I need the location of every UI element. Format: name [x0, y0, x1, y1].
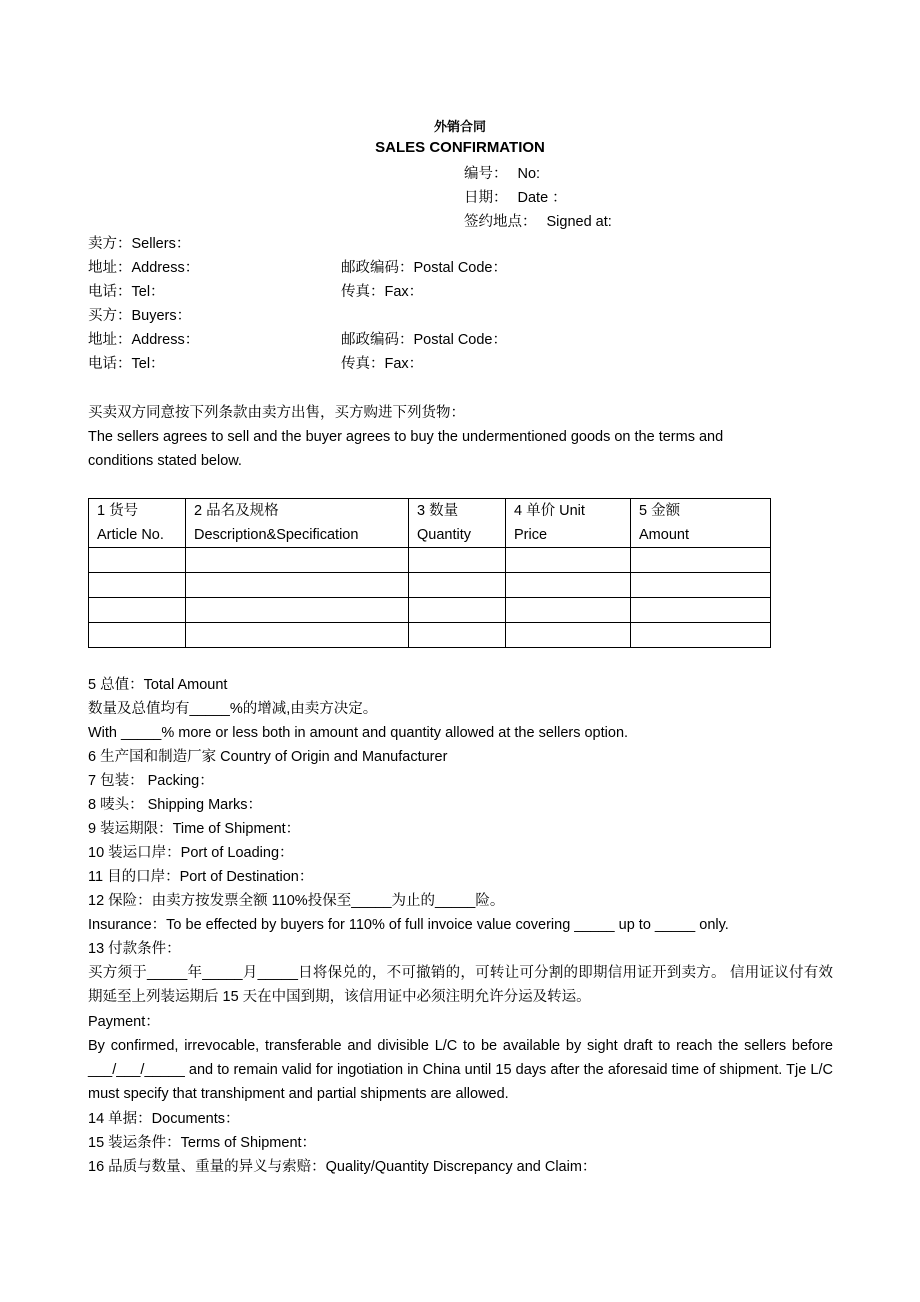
- clause-5-tolerance-en: With _____% more or less both in amount and quantity allowed at the sellers option.: [88, 725, 629, 741]
- header-description: 2 品名及规格 Description&Specification: [186, 499, 409, 548]
- table-cell[interactable]: [506, 548, 631, 573]
- buyers-name: 买方：Buyers：: [88, 308, 192, 324]
- clause-5-tolerance-cn: 数量及总值均有_____%的增减,由卖方决定。: [88, 701, 378, 717]
- table-cell[interactable]: [89, 548, 186, 573]
- table-row: [89, 548, 771, 573]
- sellers-postal-code: 邮政编码：Postal Code：: [341, 260, 507, 276]
- header-article-no: 1 货号 Article No.: [89, 499, 186, 548]
- meta-date: [464, 186, 567, 207]
- meta-date-value: Date ：: [517, 190, 567, 206]
- buyers-address: 地址：Address：: [88, 332, 200, 348]
- clause-15-terms-of-shipment: 15 装运条件：Terms of Shipment：: [88, 1135, 317, 1151]
- clause-7-packing: 7 包装： Packing：: [88, 773, 214, 789]
- meta-number: [464, 162, 540, 183]
- meta-signed-value: Signed at:: [546, 214, 612, 230]
- buyers-fax: 传真：Fax：: [341, 356, 424, 372]
- clause-13-payment-cn: 买方须于_____年_____月_____日将保兑的，不可撤销的，可转让可分割的即期信用证开到卖方。 信用证议付有效期延至上列装运期后 15 天在中国到期，该信用证中必须注明允许分运及转运。: [88, 965, 833, 1005]
- header-quantity: 3 数量 Quantity: [409, 499, 506, 548]
- table-cell[interactable]: [89, 598, 186, 623]
- table-cell[interactable]: [89, 623, 186, 648]
- clause-9-time-of-shipment: 9 装运期限：Time of Shipment：: [88, 821, 301, 837]
- header-unit-price: 4 单价 Unit Price: [506, 499, 631, 548]
- clause-8-shipping-marks: 8 唛头： Shipping Marks：: [88, 797, 263, 813]
- table-row: [89, 598, 771, 623]
- clause-12-insurance-cn: 12 保险：由卖方按发票全额 110%投保至_____为止的_____险。: [88, 893, 505, 909]
- table-cell[interactable]: [409, 598, 506, 623]
- meta-signed-label: 签约地点：: [464, 214, 537, 230]
- sellers-name: 卖方：Sellers：: [88, 236, 191, 252]
- sellers-fax: 传真：Fax：: [341, 284, 424, 300]
- table-cell[interactable]: [631, 623, 771, 648]
- title-chinese: 外销合同: [433, 119, 486, 134]
- clause-13-payment-terms: 13 付款条件：: [88, 941, 181, 957]
- meta-number-label: 编号：: [464, 166, 508, 182]
- clause-14-documents: 14 单据：Documents：: [88, 1111, 240, 1127]
- table-cell[interactable]: [631, 598, 771, 623]
- table-cell[interactable]: [89, 573, 186, 598]
- meta-number-value: No:: [517, 166, 541, 182]
- meta-signed-at: [464, 210, 612, 231]
- table-cell[interactable]: [186, 573, 409, 598]
- clause-12-insurance-en: Insurance：To be effected by buyers for 110% of full invoice value covering _____ up to _____ only.: [88, 917, 729, 933]
- clause-16-claims: 16 品质与数量、重量的异义与索赔：Quality/Quantity Discrepancy and Claim：: [88, 1159, 597, 1175]
- table-cell[interactable]: [506, 623, 631, 648]
- buyers-postal-code: 邮政编码：Postal Code：: [341, 332, 507, 348]
- buyers-tel: 电话：Tel：: [88, 356, 165, 372]
- table-cell[interactable]: [506, 598, 631, 623]
- table-cell[interactable]: [506, 573, 631, 598]
- title-english: SALES CONFIRMATION: [375, 139, 545, 156]
- goods-table-header-row: [89, 499, 771, 548]
- clause-11-port-of-destination: 11 目的口岸：Port of Destination：: [88, 869, 314, 885]
- agreement-chinese: 买卖双方同意按下列条款由卖方出售，买方购进下列货物：: [88, 405, 465, 421]
- table-cell[interactable]: [186, 623, 409, 648]
- goods-table: [88, 498, 771, 648]
- clause-13-payment-label: Payment：: [88, 1014, 160, 1030]
- table-cell[interactable]: [631, 548, 771, 573]
- table-cell[interactable]: [409, 573, 506, 598]
- clause-5-total-amount: 5 总值：Total Amount: [88, 677, 228, 693]
- table-row: [89, 623, 771, 648]
- clause-6-origin: 6 生产国和制造厂家 Country of Origin and Manufacturer: [88, 749, 448, 765]
- clause-13-payment-en: By confirmed, irrevocable, transferable and divisible L/C to be available by sight draft to reach the sellers before ___/___/_____ and to remain valid for ingotiation in China until 15 days after the aforesaid time of shipment. Tje L/C must specify that transhipment and partial shipments are allowed.: [88, 1038, 833, 1102]
- sellers-tel: 电话：Tel：: [88, 284, 165, 300]
- table-cell[interactable]: [409, 623, 506, 648]
- header-amount: 5 金额 Amount: [631, 499, 771, 548]
- agreement-english: The sellers agrees to sell and the buyer agrees to buy the undermentioned goods on the terms and conditions stated below.: [88, 429, 724, 469]
- table-row: [89, 573, 771, 598]
- clause-10-port-of-loading: 10 装运口岸：Port of Loading：: [88, 845, 294, 861]
- meta-date-label: 日期：: [464, 190, 508, 206]
- sellers-address: 地址：Address：: [88, 260, 200, 276]
- table-cell[interactable]: [631, 573, 771, 598]
- table-cell[interactable]: [409, 548, 506, 573]
- table-cell[interactable]: [186, 598, 409, 623]
- table-cell[interactable]: [186, 548, 409, 573]
